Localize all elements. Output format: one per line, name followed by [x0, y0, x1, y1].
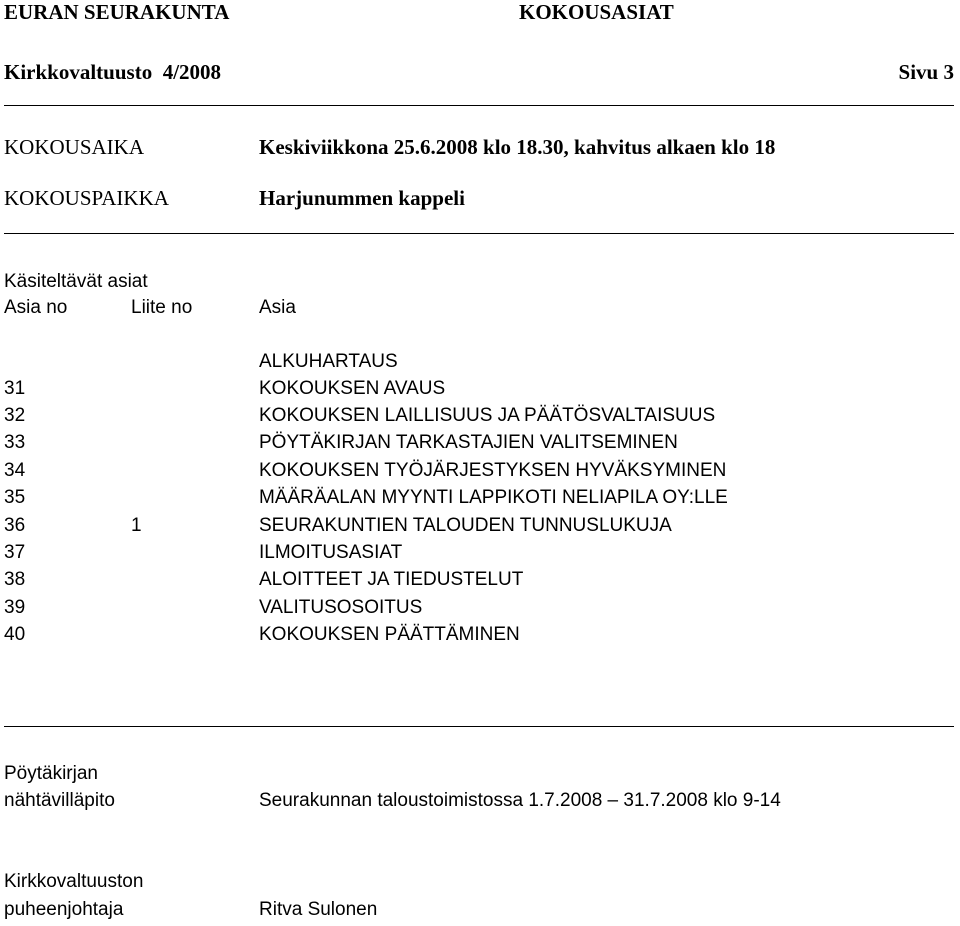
meeting-place-value: Harjunummen kappeli [259, 186, 465, 210]
item-title: VALITUSOSOITUS [259, 597, 423, 618]
meeting-title: Kirkkovaltuusto 4/2008 [4, 60, 222, 84]
item-title: MÄÄRÄALAN MYYNTI LAPPIKOTI NELIAPILA OY:LLE [259, 487, 728, 508]
col-liite-no: Liite no [131, 297, 193, 318]
item-number: 38 [4, 569, 26, 590]
item-attachment: 1 [131, 515, 142, 536]
minutes-availability: Seurakunnan taloustoimistossa 1.7.2008 – 31.7.2008 klo 9-14 [259, 790, 781, 811]
col-asia: Asia [259, 297, 296, 318]
item-title: PÖYTÄKIRJAN TARKASTAJIEN VALITSEMINEN [259, 432, 678, 453]
item-title: KOKOUKSEN AVAUS [259, 378, 446, 399]
item-title: ALOITTEET JA TIEDUSTELUT [259, 569, 524, 590]
item-number: 33 [4, 432, 26, 453]
item-title: ILMOITUSASIAT [259, 542, 403, 563]
item-number: 37 [4, 542, 26, 563]
doc-type: KOKOUSASIAT [519, 0, 674, 24]
item-number: 39 [4, 597, 26, 618]
info-divider [4, 233, 954, 234]
item-number: 36 [4, 515, 26, 536]
meeting-time-label: KOKOUSAIKA [4, 135, 144, 159]
item-title: KOKOUKSEN TYÖJÄRJESTYKSEN HYVÄKSYMINEN [259, 460, 727, 481]
item-number: 35 [4, 487, 26, 508]
page-number: Sivu 3 [898, 60, 954, 84]
item-number: 31 [4, 378, 26, 399]
item-title: KOKOUKSEN LAILLISUUS JA PÄÄTÖSVALTAISUUS [259, 405, 716, 426]
org-name: EURAN SEURAKUNTA [4, 0, 230, 24]
chair-label-line1: Kirkkovaltuuston [4, 871, 144, 892]
item-number: 40 [4, 624, 26, 645]
header-divider [4, 105, 954, 106]
agenda-opening: ALKUHARTAUS [259, 351, 398, 372]
agenda-divider [4, 726, 954, 727]
col-asia-no: Asia no [4, 297, 68, 318]
minutes-label-line2: nähtävilläpito [4, 790, 115, 811]
minutes-label-line1: Pöytäkirjan [4, 763, 98, 784]
item-number: 34 [4, 460, 26, 481]
agenda-title: Käsiteltävät asiat [4, 271, 148, 292]
meeting-time-value: Keskiviikkona 25.6.2008 klo 18.30, kahvitus alkaen klo 18 [259, 135, 776, 159]
item-number: 32 [4, 405, 26, 426]
item-title: KOKOUKSEN PÄÄTTÄMINEN [259, 624, 520, 645]
meeting-place-label: KOKOUSPAIKKA [4, 186, 169, 210]
item-title: SEURAKUNTIEN TALOUDEN TUNNUSLUKUJA [259, 515, 672, 536]
chair-name: Ritva Sulonen [259, 899, 378, 920]
chair-label-line2: puheenjohtaja [4, 899, 124, 920]
